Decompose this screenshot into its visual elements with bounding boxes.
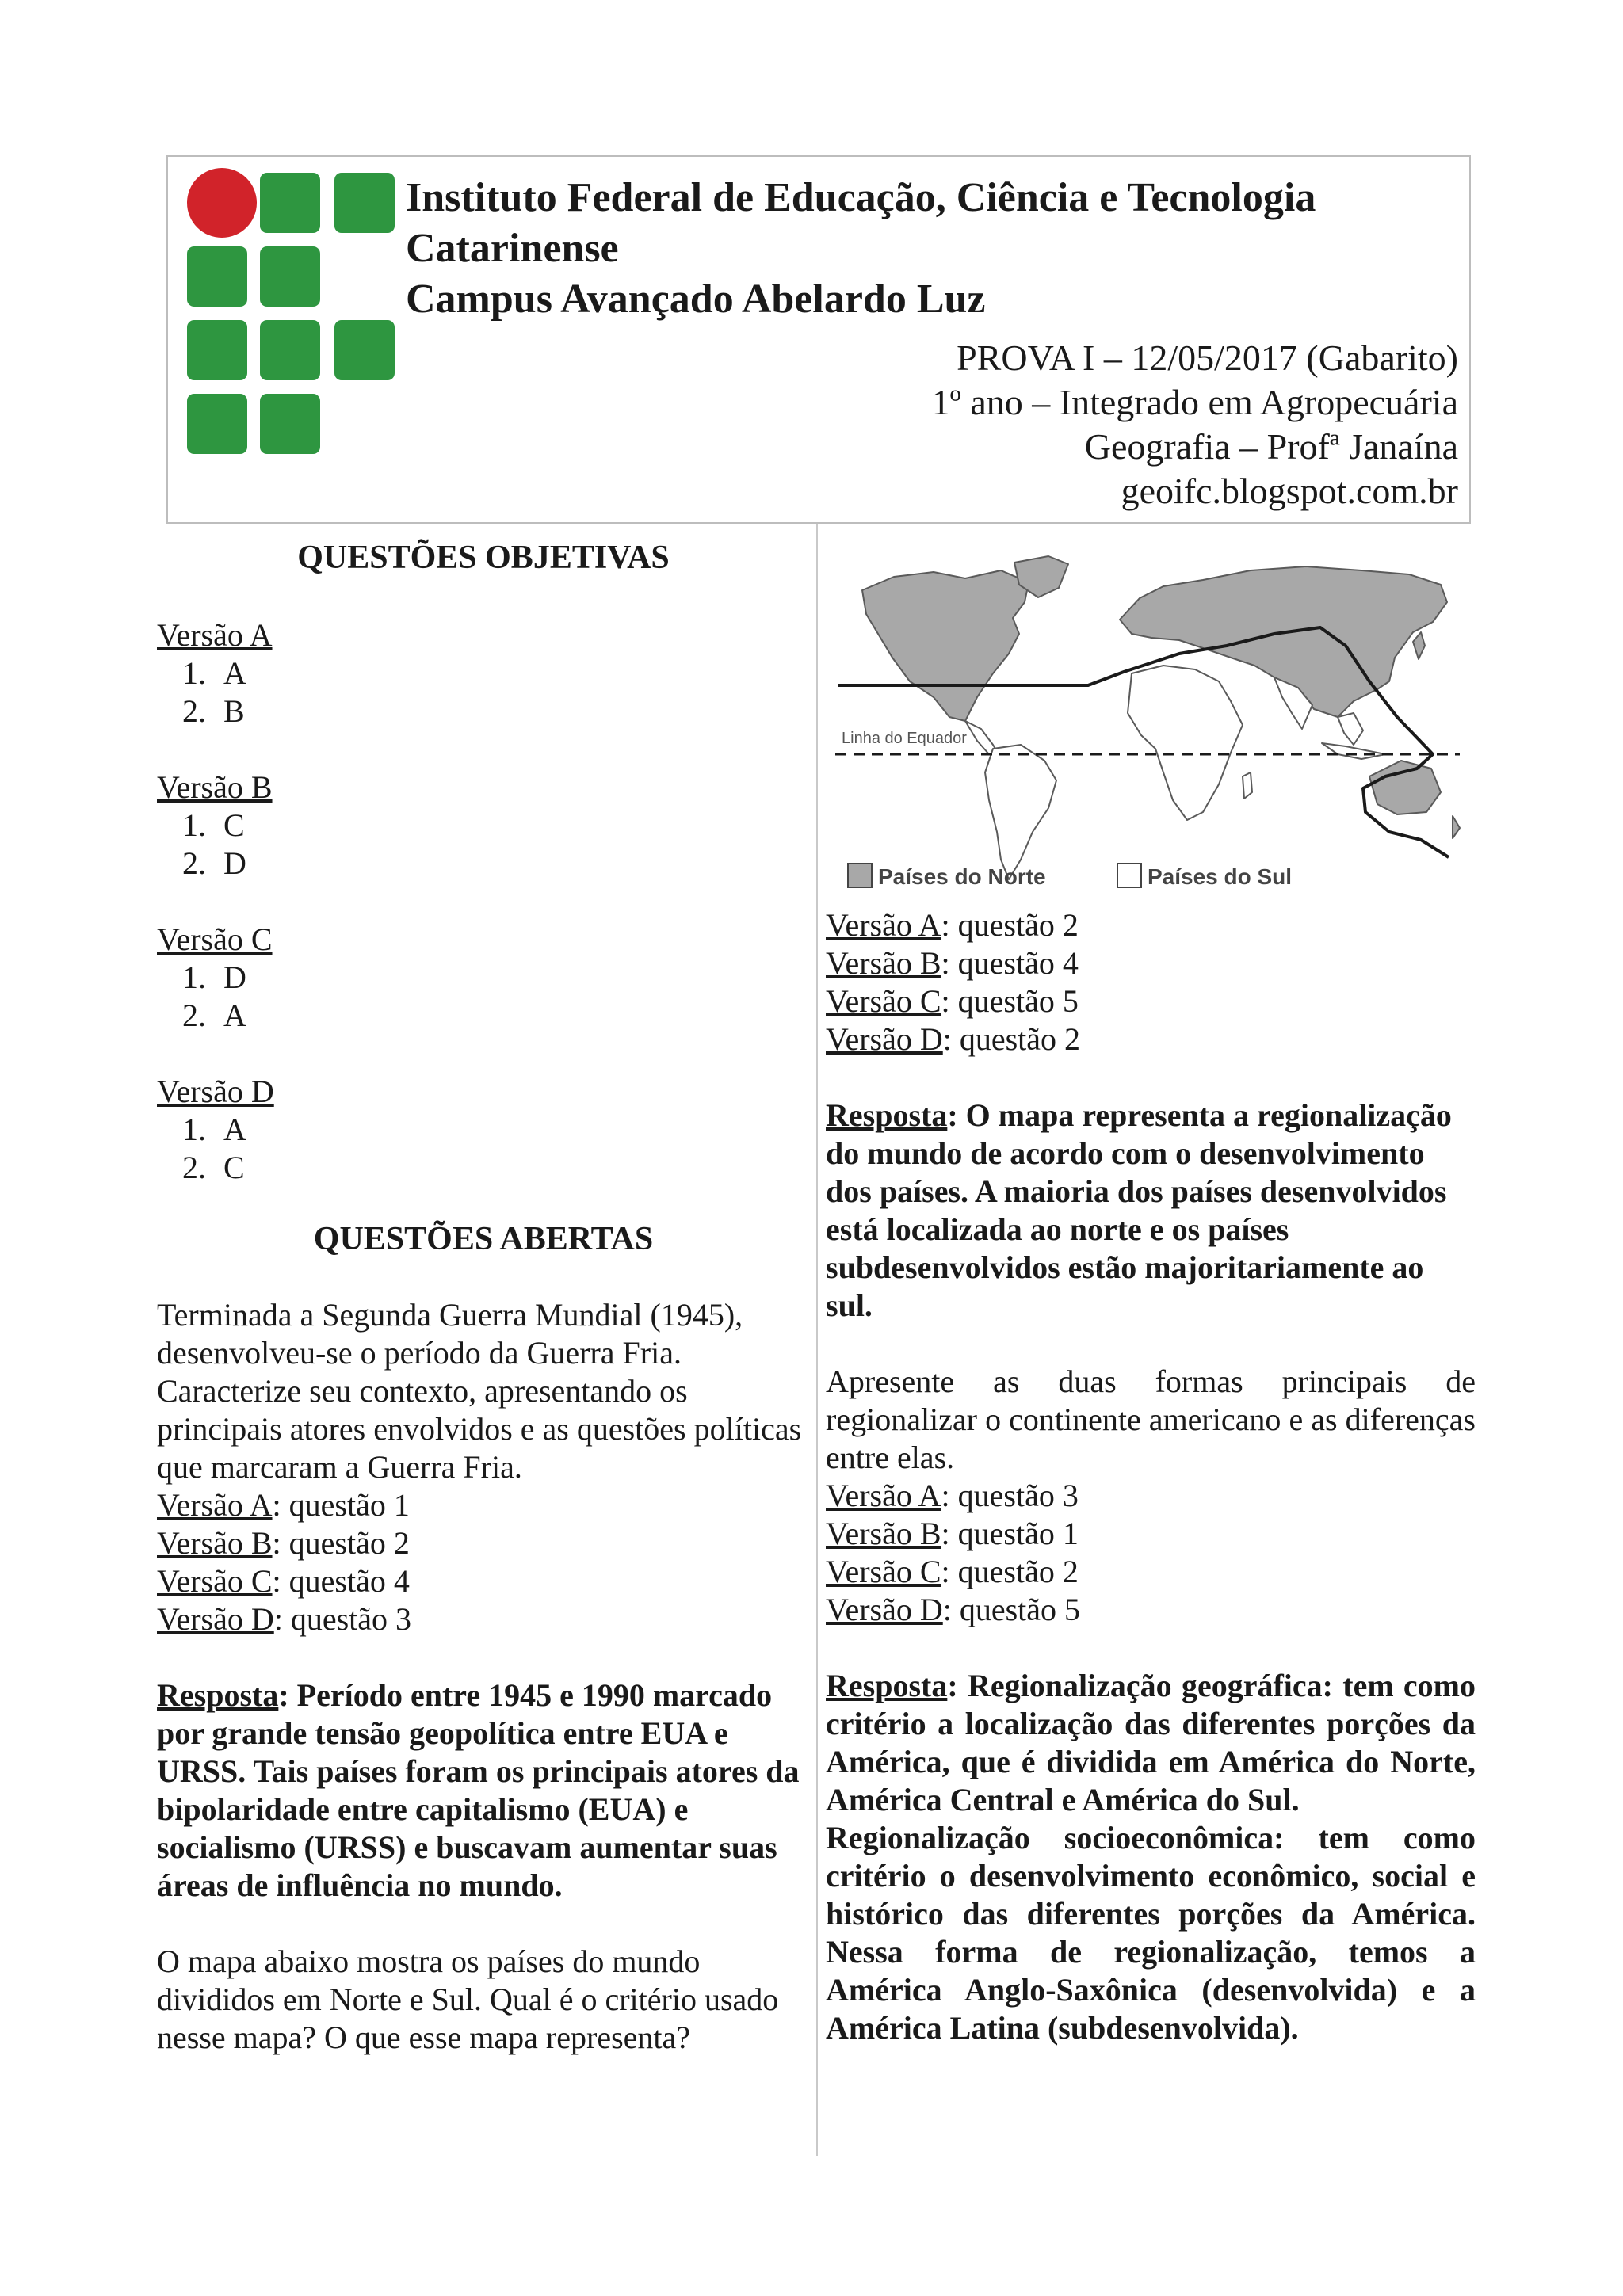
institution-name: Instituto Federal de Educação, Ciência e Tecnologia [406, 175, 1316, 220]
question-prompt: Apresente as duas formas principais de regionalizar o continente americano e as diferenças entre elas. [826, 1363, 1476, 1475]
legend-north-label: Países do Norte [878, 864, 1046, 889]
answer-item: 2. B [182, 693, 245, 729]
answer-text-cont: Regionalização socioeconômica: tem como critério o desenvolvimento econômico, social e histórico das diferentes porções da América. Nessa forma de regionalização, temos a América Anglo-Saxônica (desenvolvida) e a América Latina (subdesenvolvida). [826, 1820, 1476, 2046]
version-block [157, 921, 791, 1035]
map-new-zealand [1453, 816, 1460, 838]
version-ref: Versão A: questão 1 [157, 1487, 410, 1523]
legend-south-swatch [1117, 864, 1141, 887]
answer-item: 2. C [182, 1150, 245, 1185]
objective-title: QUESTÕES OBJETIVAS [297, 540, 670, 576]
blog-address: geoifc.blogspot.com.br [1121, 471, 1458, 511]
map-africa [1128, 666, 1243, 820]
version-label: Versão D [157, 1074, 274, 1109]
version-ref: Versão D: questão 5 [826, 1592, 1081, 1627]
open-question-1 [157, 1296, 805, 2057]
subject-teacher: Geografia – Profª Janaína [1084, 426, 1458, 467]
world-map-north-south [831, 547, 1465, 899]
version-ref: Versão C: questão 5 [826, 983, 1079, 1019]
open-question-2-answer [826, 906, 1476, 2047]
version-block [157, 769, 791, 883]
header-box [166, 155, 1471, 524]
equator-label: Linha do Equador [842, 730, 967, 747]
class-name: 1º ano – Integrado em Agropecuária [931, 382, 1458, 422]
answer-item: 2. A [182, 997, 246, 1033]
map-north-america [862, 570, 1029, 721]
map-australia [1369, 761, 1441, 814]
exam-title: PROVA I – 12/05/2017 (Gabarito) [957, 338, 1458, 378]
version-label: Versão A [157, 617, 273, 653]
version-ref: Versão C: questão 2 [826, 1554, 1079, 1589]
version-block [157, 1073, 791, 1187]
answer-text: Resposta: Período entre 1945 e 1990 marcado por grande tensão geopolítica entre EUA e URSS. Tais países foram os principais atores da bipolaridade entre capitalismo (EUA) e socialismo (URSS) e buscavam aumentar suas áreas de influência no mundo. [157, 1677, 800, 1903]
column-divider [816, 524, 818, 2156]
version-label: Versão B [157, 769, 273, 805]
version-ref: Versão B: questão 2 [157, 1525, 410, 1561]
institution-name-cont: Catarinense [406, 226, 619, 271]
campus-name: Campus Avançado Abelardo Luz [406, 277, 986, 322]
answer-item: 2. D [182, 845, 246, 881]
legend-south-label: Países do Sul [1148, 864, 1293, 889]
answer-item: 1. A [182, 1112, 246, 1147]
version-block [157, 616, 791, 730]
answer-item: 1. C [182, 807, 245, 843]
answer-item: 1. A [182, 655, 246, 691]
map-japan [1413, 632, 1425, 659]
version-ref: Versão D: questão 3 [157, 1601, 412, 1637]
version-ref: Versão A: questão 3 [826, 1478, 1079, 1513]
version-ref: Versão C: questão 4 [157, 1563, 410, 1599]
version-ref: Versão D: questão 2 [826, 1021, 1081, 1057]
map-madagascar [1243, 772, 1252, 799]
answer-text: Resposta: O mapa representa a regionalização do mundo de acordo com o desenvolvimento dos países. A maioria dos países desenvolvidos está localizada ao norte e os países subdesenvolvidos estão majoritariamente ao sul. [826, 1097, 1452, 1323]
legend-north-swatch [848, 864, 872, 887]
question-prompt: O mapa abaixo mostra os países do mundo divididos em Norte e Sul. Qual é o critério usado nesse mapa? O que esse mapa representa? [157, 1943, 779, 2055]
version-ref: Versão B: questão 4 [826, 945, 1079, 981]
question-prompt: Terminada a Segunda Guerra Mundial (1945), desenvolveu-se o período da Guerra Fria. Caracterize seu contexto, apresentando os principais atores envolvidos e as questões políticas que marcaram a Guerra Fria. [157, 1297, 802, 1485]
open-title: QUESTÕES ABERTAS [313, 1221, 654, 1257]
version-ref: Versão B: questão 1 [826, 1516, 1079, 1551]
answer-item: 1. D [182, 959, 246, 995]
answer-text: Resposta: Regionalização geográfica: tem como critério a localização das diferentes porções da América, que é dividida em América do Norte, América Central e América do Sul. [826, 1668, 1476, 1817]
version-ref: Versão A: questão 2 [826, 907, 1079, 943]
map-se-asia [1338, 713, 1363, 745]
version-label: Versão C [157, 921, 273, 957]
objective-answers [157, 616, 791, 1187]
map-south-america [985, 745, 1056, 879]
